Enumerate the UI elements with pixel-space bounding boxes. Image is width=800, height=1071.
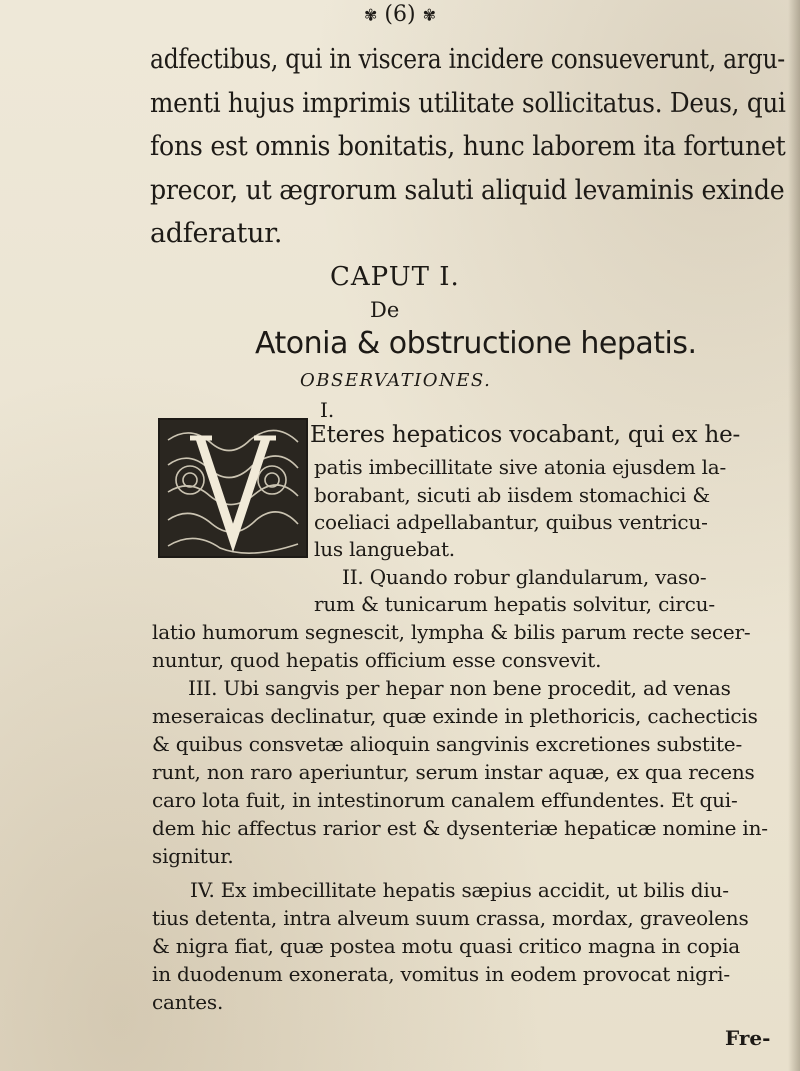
body-line: borabant, sicuti ab iisdem stomachici & bbox=[314, 483, 710, 507]
chapter-de: De bbox=[370, 298, 400, 322]
catchword: Fre- bbox=[725, 1026, 771, 1050]
flower-ornament-right-icon: ✾ bbox=[422, 5, 436, 25]
body-line: lus languebat. bbox=[314, 537, 455, 561]
chapter-heading: CAPUT I. bbox=[330, 262, 460, 292]
flower-ornament-left-icon: ✾ bbox=[364, 5, 378, 25]
intro-line: precor, ut ægrorum saluti aliquid levaminis exinde bbox=[150, 175, 785, 206]
body-line: & nigra fiat, quæ postea motu quasi critico magna in copia bbox=[152, 934, 741, 958]
page-number: (6) bbox=[384, 2, 416, 27]
body-line: II. Quando robur glandularum, vaso- bbox=[342, 565, 707, 589]
body-line: signitur. bbox=[152, 844, 234, 868]
observation-numeral: I. bbox=[320, 398, 335, 422]
body-line: nuntur, quod hepatis officium esse consvevit. bbox=[152, 648, 602, 672]
decorated-initial-v-icon bbox=[158, 418, 308, 558]
body-line: rum & tunicarum hepatis solvitur, circu- bbox=[314, 592, 715, 616]
body-line: & quibus consvetæ alioquin sangvinis excretiones substite- bbox=[152, 732, 743, 756]
body-line: runt, non raro aperiuntur, serum instar aquæ, ex qua recens bbox=[152, 760, 755, 784]
body-line: in duodenum exonerata, vomitus in eodem provocat nigri- bbox=[152, 962, 730, 986]
intro-line: adferatur. bbox=[150, 218, 283, 249]
body-line: cantes. bbox=[152, 990, 224, 1014]
body-line: tius detenta, intra alveum suum crassa, mordax, graveolens bbox=[152, 906, 749, 930]
chapter-subject: Atonia & obstructione hepatis. bbox=[255, 326, 697, 361]
body-line: dem hic affectus rarior est & dysenteriæ hepaticæ nomine in- bbox=[152, 816, 768, 840]
intro-line: fons est omnis bonitatis, hunc laborem ita fortunet bbox=[150, 131, 786, 162]
body-line: caro lota fuit, in intestinorum canalem effundentes. Et qui- bbox=[152, 788, 738, 812]
intro-line: adfectibus, qui in viscera incidere consueverunt, argu- bbox=[150, 44, 785, 75]
initial-ornament-icon bbox=[160, 420, 306, 556]
body-line: meseraicas declinatur, quæ exinde in plethoricis, cachecticis bbox=[152, 704, 758, 728]
page-edge-shadow bbox=[788, 0, 800, 1071]
body-line: latio humorum segnescit, lympha & bilis parum recte secer- bbox=[152, 620, 751, 644]
body-line: IV. Ex imbecillitate hepatis sæpius accidit, ut bilis diu- bbox=[190, 878, 729, 902]
page-header bbox=[0, 2, 800, 27]
body-line: coeliaci adpellabantur, quibus ventricu- bbox=[314, 510, 708, 534]
observationes-heading: OBSERVATIONES. bbox=[300, 370, 492, 391]
body-line: III. Ubi sangvis per hepar non bene procedit, ad venas bbox=[188, 676, 731, 700]
body-line: Eteres hepaticos vocabant, qui ex he- bbox=[310, 422, 741, 448]
intro-line: menti hujus imprimis utilitate sollicitatus. Deus, qui bbox=[150, 88, 786, 119]
body-line: patis imbecillitate sive atonia ejusdem la- bbox=[314, 455, 727, 479]
